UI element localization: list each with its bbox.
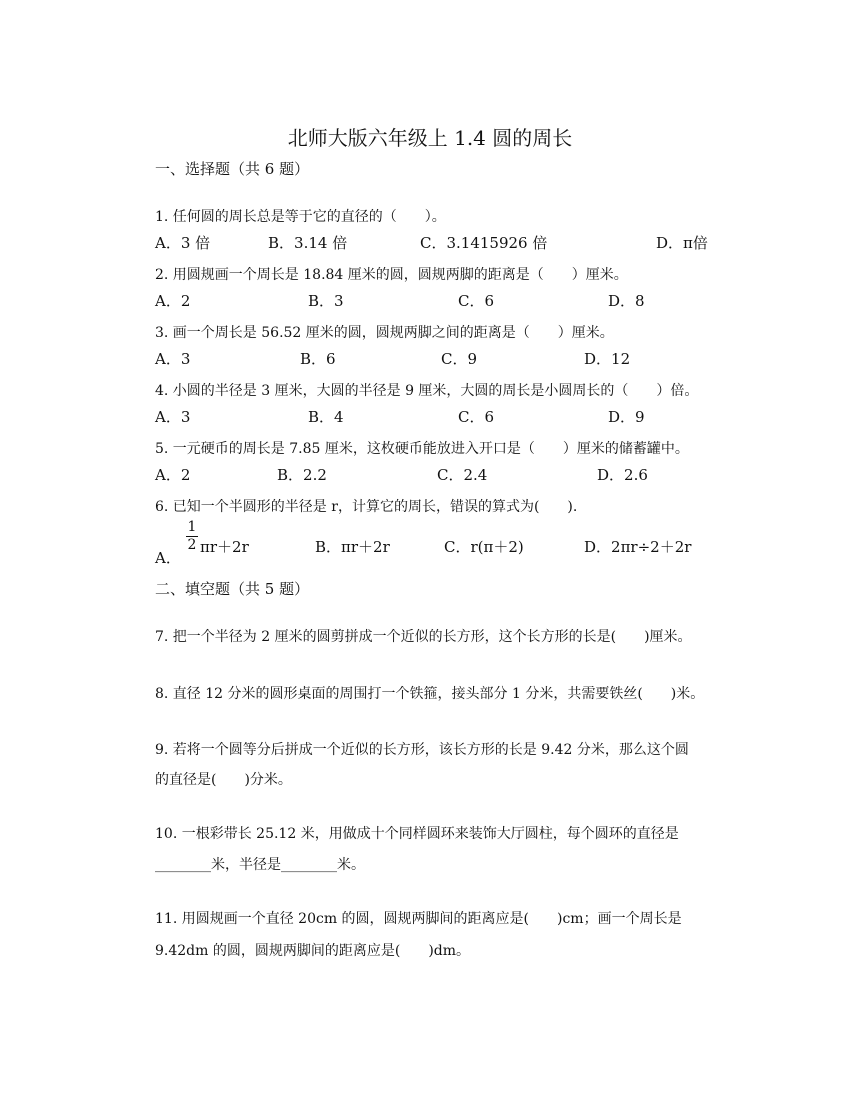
question-stem: 8. 直径 12 分米的圆形桌面的周围打一个铁箍，接头部分 1 分米，共需要铁丝( )米。	[155, 686, 705, 702]
option-d: D．12	[584, 350, 631, 368]
option-b: B．3.14 倍	[268, 234, 348, 252]
question-stem: 5. 一元硬币的周长是 7.85 厘米，这枚硬币能放进入开口是（ ）厘米的储蓄罐中。	[155, 441, 689, 457]
question-stem-continued: 的直径是( )分米。	[155, 772, 292, 788]
option-a: A．3 倍	[155, 234, 211, 252]
option-c: C．2.4	[437, 466, 488, 484]
question-stem: 10. 一根彩带长 25.12 米，用做成十个同样圆环来装饰大厅圆柱，每个圆环的直径是	[155, 826, 679, 842]
option-a: A．	[155, 549, 181, 567]
option-d: D．8	[608, 292, 645, 310]
option-a: A．3	[155, 350, 191, 368]
question-stem: 1. 任何圆的周长总是等于它的直径的（ ）。	[155, 209, 446, 225]
fraction-one-half	[186, 520, 198, 553]
option-b: B．6	[300, 350, 336, 368]
option-b: B．3	[308, 292, 344, 310]
option-c: C．3.1415926 倍	[420, 234, 548, 252]
question-stem: 9. 若将一个圆等分后拼成一个近似的长方形，该长方形的长是 9.42 分米，那么这个圆	[155, 742, 689, 758]
option-a: A．2	[155, 466, 191, 484]
option-a-expression: πr＋2r	[200, 538, 249, 556]
question-stem-continued: ________米，半径是________米。	[155, 857, 365, 873]
fraction-denominator: 2	[187, 537, 197, 553]
option-c: C．r(π＋2)	[444, 538, 524, 556]
option-a: A．3	[155, 408, 191, 426]
option-d: D．9	[608, 408, 645, 426]
question-stem: 4. 小圆的半径是 3 厘米，大圆的半径是 9 厘米，大圆的周长是小圆周长的（ ）倍。	[155, 383, 699, 399]
question-stem: 7. 把一个半径为 2 厘米的圆剪拼成一个近似的长方形，这个长方形的长是( )厘米。	[155, 629, 692, 645]
option-d: D．2πr÷2＋2r	[584, 538, 692, 556]
option-c: C．9	[441, 350, 478, 368]
option-a: A．2	[155, 292, 191, 310]
option-b: B．πr＋2r	[315, 538, 390, 556]
option-b: B．4	[308, 408, 344, 426]
question-stem: 6. 已知一个半圆形的半径是 r，计算它的周长，错误的算式为( ).	[155, 499, 578, 515]
fraction-numerator: 1	[187, 519, 197, 535]
option-b: B．2.2	[277, 466, 327, 484]
option-d: D．π倍	[656, 234, 708, 252]
section-heading-fill: 二、填空题（共 5 题）	[155, 580, 310, 598]
page-title: 北师大版六年级上 1.4 圆的周长	[287, 126, 573, 150]
question-stem: 3. 画一个周长是 56.52 厘米的圆，圆规两脚之间的距离是（ ）厘米。	[155, 325, 614, 341]
option-c: C．6	[458, 408, 495, 426]
question-stem: 11. 用圆规画一个直径 20cm 的圆，圆规两脚间的距离应是( )cm；画一个周长是	[155, 911, 682, 927]
option-d: D．2.6	[597, 466, 648, 484]
question-stem: 2. 用圆规画一个周长是 18.84 厘米的圆，圆规两脚的距离是（ ）厘米。	[155, 267, 628, 283]
question-stem-continued: 9.42dm 的圆，圆规两脚间的距离应是( )dm。	[155, 943, 471, 959]
option-c: C．6	[458, 292, 495, 310]
section-heading-choice: 一、选择题（共 6 题）	[155, 160, 310, 178]
